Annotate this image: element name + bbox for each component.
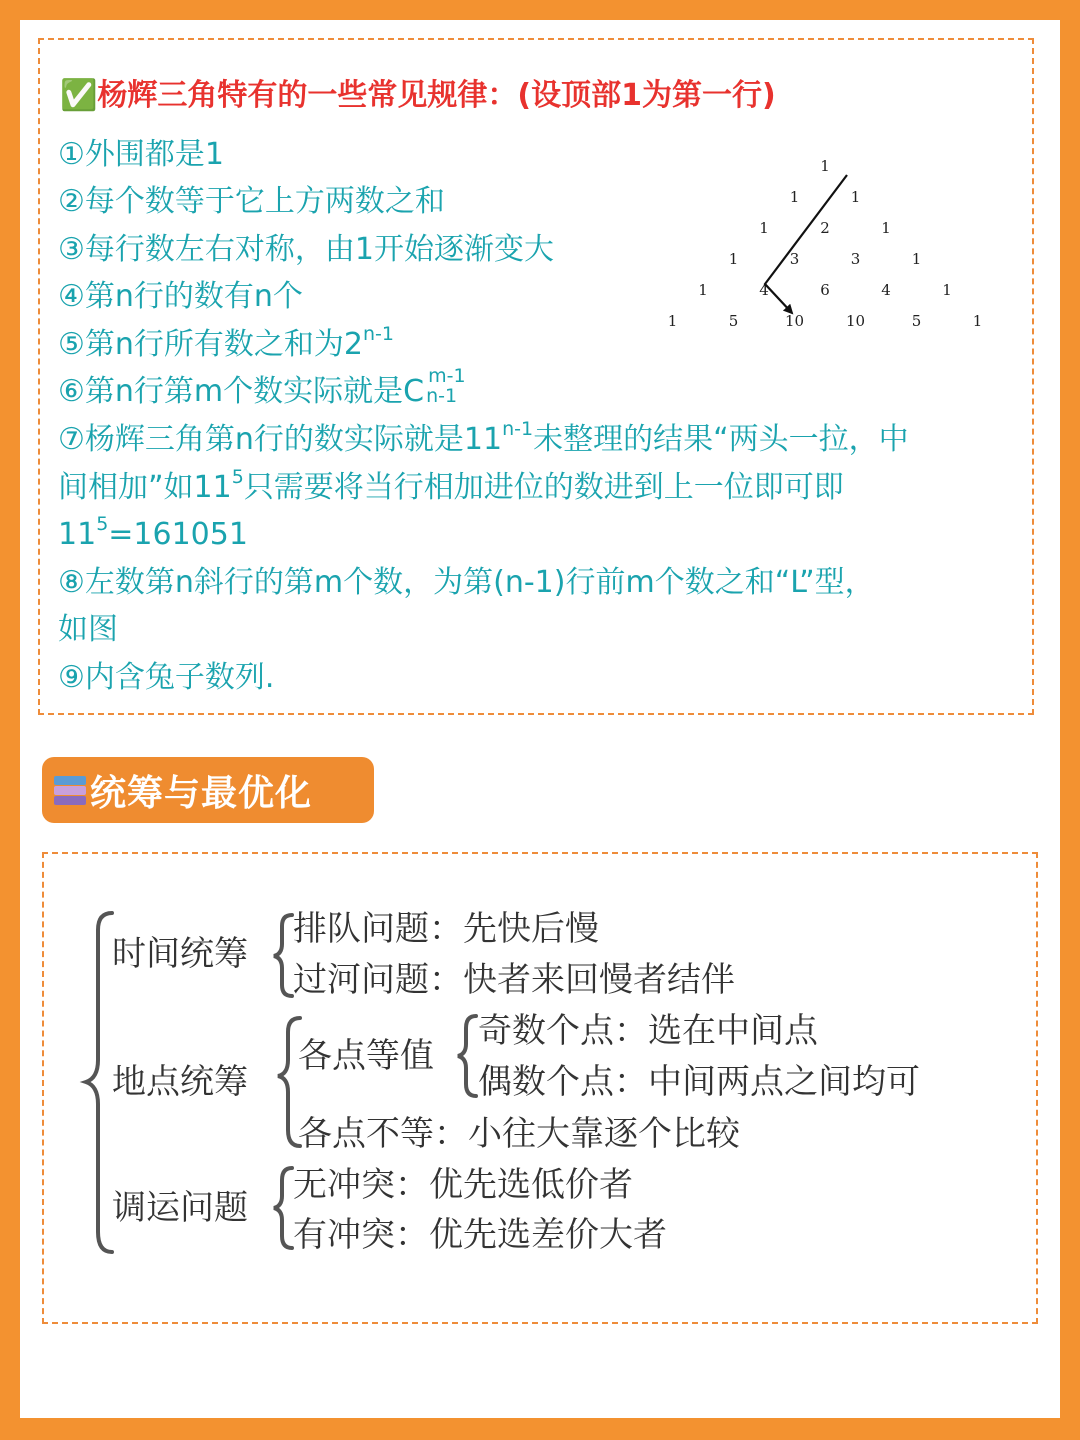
- even-points-rule: 偶数个点：中间两点之间均可: [478, 1062, 920, 1102]
- odd-points-rule: 奇数个点：选在中间点: [478, 1011, 818, 1051]
- queue-problem: 排队问题：先快后慢: [293, 909, 599, 949]
- rule-7-text-f: =161051: [108, 517, 248, 552]
- rule-1: ①外围都是1: [58, 137, 224, 172]
- pascal-number: 6: [820, 281, 830, 299]
- pascal-number: 1: [667, 312, 678, 330]
- equal-points-label: 各点等值: [298, 1036, 434, 1076]
- location-planning-label: 地点统筹: [112, 1062, 248, 1102]
- conflict-rule: 有冲突：优先选差价大者: [293, 1215, 667, 1255]
- section-title-pill: [42, 757, 374, 823]
- rule-4: ④第n行的数有n个: [58, 279, 303, 314]
- combination-superscript: m-1: [428, 365, 466, 387]
- pascal-number: 1: [942, 281, 952, 299]
- rule-6-text: ⑥第n行第m个数实际就是C: [58, 374, 425, 409]
- no-conflict-rule: 无冲突：优先选低价者: [293, 1165, 633, 1205]
- pascal-number: 10: [784, 312, 805, 330]
- pascal-numbers: [668, 157, 983, 330]
- rule-7-line-1: [58, 420, 909, 463]
- rule-9: ⑨内含兔子数列.: [58, 660, 275, 695]
- combination-subscript: n-1: [426, 385, 458, 407]
- pascal-number: 2: [820, 219, 830, 237]
- l-shape-arrow: [765, 175, 847, 313]
- rule-2: ②每个数等于它上方两数之和: [58, 184, 445, 219]
- rule-6: [58, 365, 468, 412]
- rule-7-text-b: 未整理的结果“两头一拉，中: [533, 422, 909, 457]
- rule-5-text: ⑤第n行所有数之和为2: [58, 327, 363, 362]
- pascal-number: 1: [881, 219, 891, 237]
- pascal-number: 1: [850, 188, 861, 206]
- rule-7-exponent: n-1: [502, 418, 534, 440]
- combination-notation: [424, 365, 468, 412]
- pascal-number: 10: [845, 312, 866, 330]
- river-crossing-problem: 过河问题：快者来回慢者结伴: [293, 960, 735, 1000]
- books-icon: [54, 774, 86, 806]
- rule-7-text-c: 间相加”如11: [58, 470, 232, 505]
- rule-7-line-2: [58, 468, 844, 511]
- pascal-number: 1: [820, 157, 830, 175]
- pascal-number: 5: [728, 312, 739, 330]
- rule-8-line-1: ⑧左数第n斜行的第m个数，为第(n-1)行前m个数之和“L”型，: [58, 565, 875, 600]
- pascal-number: 1: [972, 312, 983, 330]
- pascal-number: 1: [698, 281, 708, 299]
- pascal-number: 4: [759, 281, 769, 299]
- pascal-number: 5: [911, 312, 922, 330]
- pascal-number: 1: [728, 250, 739, 268]
- pascal-number: 1: [759, 219, 769, 237]
- rule-5: [58, 325, 394, 368]
- rule-7-text-d: 只需要将当行相加进位的数进到上一位即可即: [243, 470, 844, 505]
- content-sheet: [20, 20, 1060, 1418]
- rule-7-line-3: [58, 515, 248, 558]
- rule-7-text-a: ⑦杨辉三角第n行的数实际就是11: [58, 422, 503, 457]
- pascal-number: 4: [881, 281, 891, 299]
- rule-7-text-e: 11: [58, 517, 97, 552]
- pascal-triangle-figure: [640, 135, 1010, 350]
- transport-problem-label: 调运问题: [112, 1188, 248, 1228]
- rule-8-line-2: 如图: [58, 612, 118, 647]
- time-planning-label: 时间统筹: [112, 934, 248, 974]
- rule-3: ③每行数左右对称，由1开始逐渐变大: [58, 232, 554, 267]
- pascal-rules-heading: ✅杨辉三角特有的一些常见规律：(设顶部1为第一行): [60, 78, 776, 113]
- section-title: 统筹与最优化: [90, 772, 313, 814]
- unequal-points-rule: 各点不等：小往大靠逐个比较: [298, 1114, 740, 1154]
- rule-5-exponent: n-1: [363, 323, 394, 345]
- pascal-number: 1: [911, 250, 922, 268]
- pascal-number: 3: [789, 250, 800, 268]
- pascal-number: 1: [789, 188, 800, 206]
- pascal-number: 3: [850, 250, 861, 268]
- rule-7-exponent-e: 5: [96, 513, 109, 535]
- rule-7-exponent-c: 5: [231, 466, 244, 488]
